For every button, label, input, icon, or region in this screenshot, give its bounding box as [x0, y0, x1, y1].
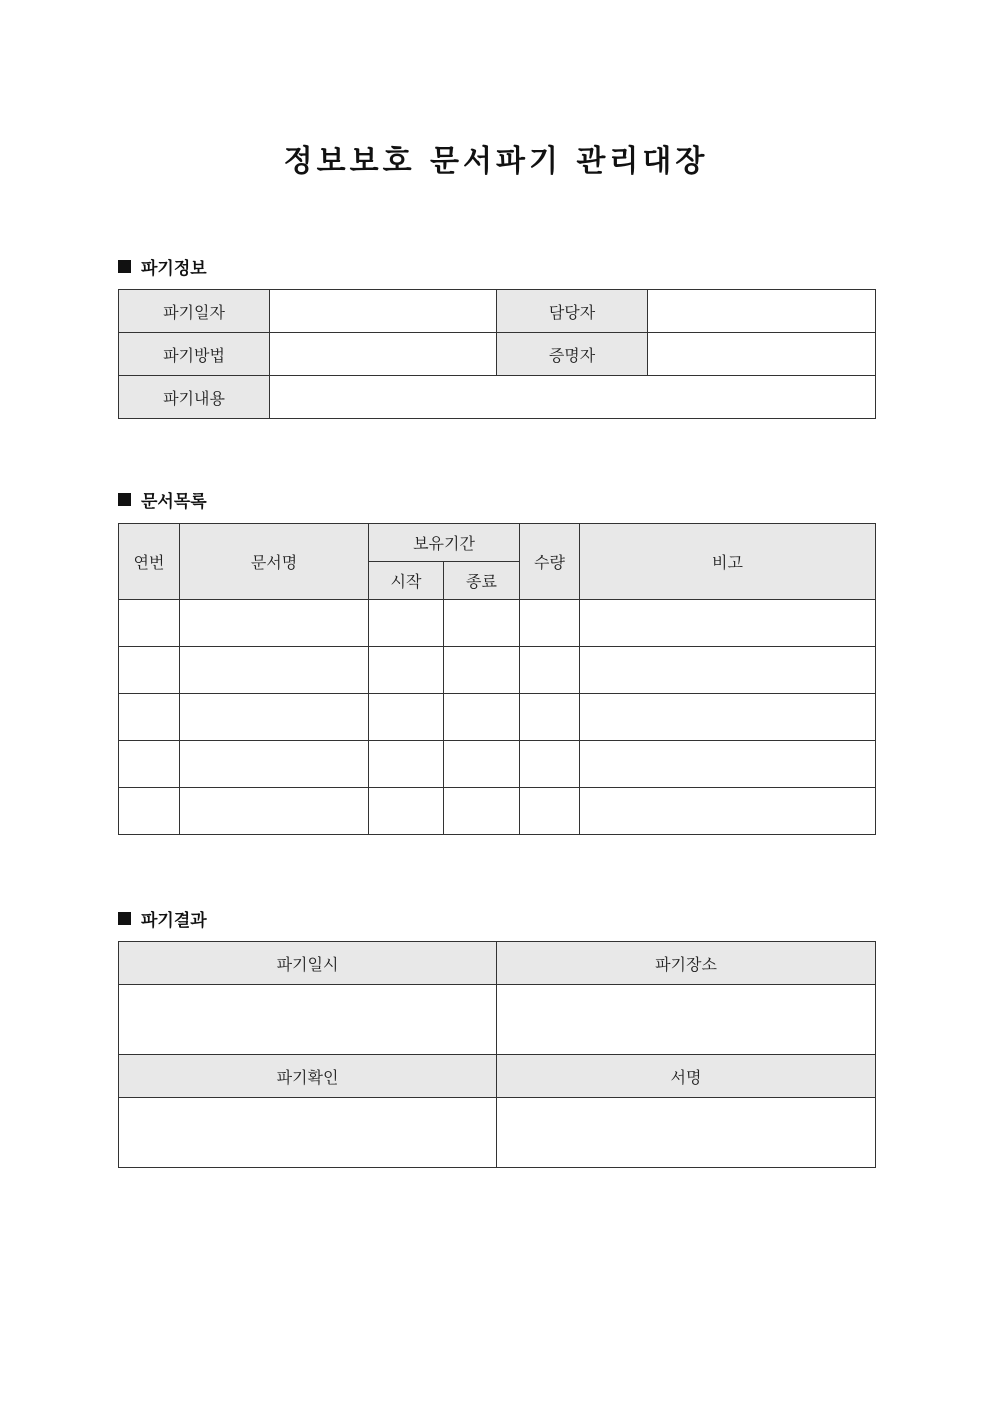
cell-start[interactable] — [369, 788, 444, 835]
cell-quantity[interactable] — [520, 647, 580, 694]
documents-table — [118, 523, 876, 835]
section-heading-result — [118, 906, 207, 931]
cell-start[interactable] — [369, 600, 444, 647]
square-bullet-icon — [118, 912, 131, 925]
info-row-date — [119, 290, 876, 333]
table-row — [119, 600, 876, 647]
header-quantity: 수량 — [520, 524, 580, 600]
field-method[interactable] — [270, 333, 497, 376]
header-signature: 서명 — [497, 1055, 876, 1098]
header-name: 문서명 — [180, 524, 369, 600]
cell-start[interactable] — [369, 647, 444, 694]
label-date: 파기일자 — [119, 290, 270, 333]
table-row — [119, 694, 876, 741]
cell-no[interactable] — [119, 741, 180, 788]
cell-start[interactable] — [369, 741, 444, 788]
section-heading-documents-label: 문서목록 — [141, 492, 207, 512]
label-manager: 담당자 — [497, 290, 648, 333]
cell-no[interactable] — [119, 647, 180, 694]
cell-end[interactable] — [444, 788, 520, 835]
info-row-method — [119, 333, 876, 376]
result-body-row — [119, 985, 876, 1055]
info-table — [118, 289, 876, 419]
result-table — [118, 941, 876, 1168]
header-retention: 보유기간 — [369, 524, 520, 562]
field-witness[interactable] — [648, 333, 876, 376]
header-place: 파기장소 — [497, 942, 876, 985]
field-place[interactable] — [497, 985, 876, 1055]
header-confirm: 파기확인 — [119, 1055, 497, 1098]
result-header-row — [119, 942, 876, 985]
table-row — [119, 647, 876, 694]
section-heading-documents — [118, 487, 207, 512]
result-header-row — [119, 1055, 876, 1098]
cell-quantity[interactable] — [520, 600, 580, 647]
section-heading-info-label: 파기정보 — [141, 259, 207, 279]
cell-remarks[interactable] — [580, 647, 876, 694]
cell-quantity[interactable] — [520, 694, 580, 741]
section-heading-result-label: 파기결과 — [141, 911, 207, 931]
cell-end[interactable] — [444, 694, 520, 741]
page-title: 정보보호 문서파기 관리대장 — [283, 144, 709, 179]
cell-end[interactable] — [444, 647, 520, 694]
cell-remarks[interactable] — [580, 600, 876, 647]
field-datetime[interactable] — [119, 985, 497, 1055]
cell-name[interactable] — [180, 741, 369, 788]
square-bullet-icon — [118, 493, 131, 506]
header-remarks: 비고 — [580, 524, 876, 600]
label-witness: 증명자 — [497, 333, 648, 376]
cell-start[interactable] — [369, 694, 444, 741]
cell-name[interactable] — [180, 600, 369, 647]
cell-end[interactable] — [444, 600, 520, 647]
header-start: 시작 — [369, 562, 444, 600]
square-bullet-icon — [118, 260, 131, 273]
field-signature[interactable] — [497, 1098, 876, 1168]
cell-no[interactable] — [119, 600, 180, 647]
field-content[interactable] — [270, 376, 876, 419]
field-confirm[interactable] — [119, 1098, 497, 1168]
section-heading-info — [118, 254, 207, 279]
table-row — [119, 788, 876, 835]
info-row-content — [119, 376, 876, 419]
cell-name[interactable] — [180, 647, 369, 694]
table-row — [119, 741, 876, 788]
cell-name[interactable] — [180, 788, 369, 835]
result-body-row — [119, 1098, 876, 1168]
cell-end[interactable] — [444, 741, 520, 788]
header-datetime: 파기일시 — [119, 942, 497, 985]
cell-name[interactable] — [180, 694, 369, 741]
cell-remarks[interactable] — [580, 788, 876, 835]
documents-header-row — [119, 524, 876, 562]
cell-remarks[interactable] — [580, 694, 876, 741]
field-manager[interactable] — [648, 290, 876, 333]
field-date[interactable] — [270, 290, 497, 333]
cell-no[interactable] — [119, 694, 180, 741]
label-method: 파기방법 — [119, 333, 270, 376]
header-no: 연번 — [119, 524, 180, 600]
cell-quantity[interactable] — [520, 741, 580, 788]
cell-no[interactable] — [119, 788, 180, 835]
cell-quantity[interactable] — [520, 788, 580, 835]
label-content: 파기내용 — [119, 376, 270, 419]
header-end: 종료 — [444, 562, 520, 600]
cell-remarks[interactable] — [580, 741, 876, 788]
